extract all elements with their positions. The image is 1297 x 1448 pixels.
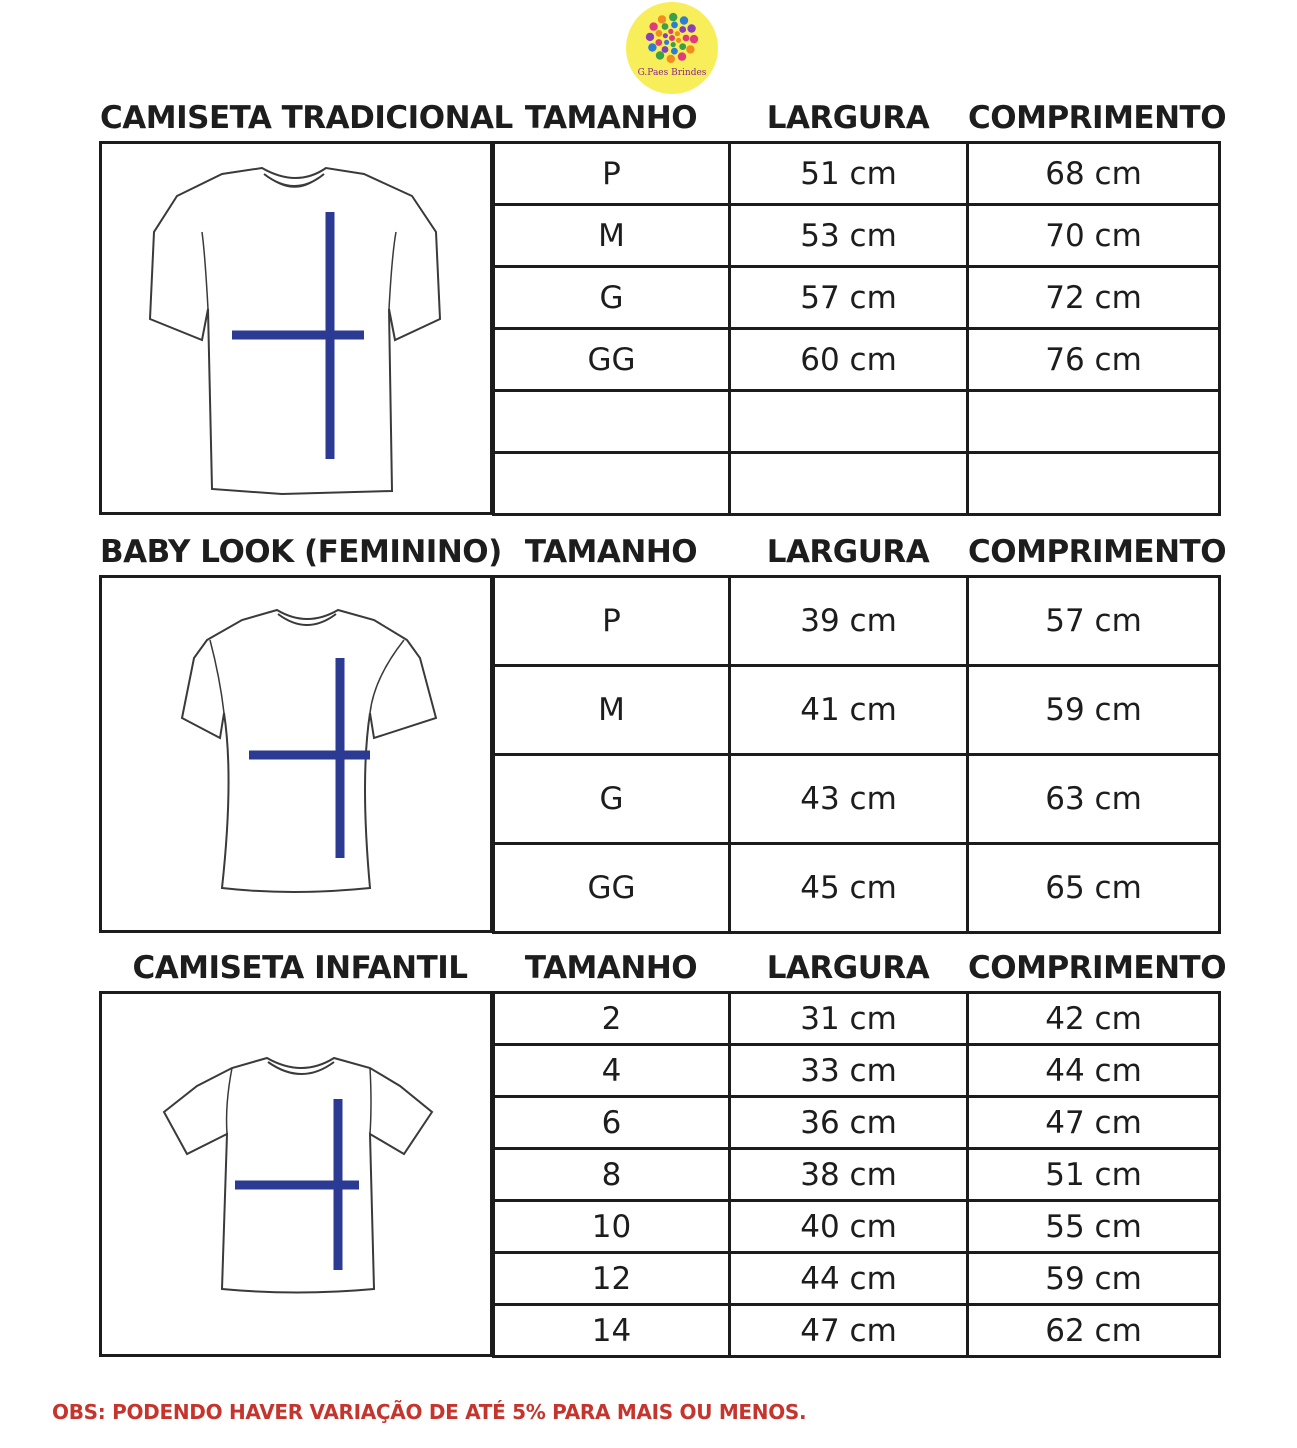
cell-width: 40 cm (730, 1201, 968, 1253)
cell-size: G (494, 267, 730, 329)
cell-width: 43 cm (730, 755, 968, 844)
cell-size: P (494, 143, 730, 205)
cell-length: 47 cm (968, 1097, 1220, 1149)
logo-dot (662, 23, 669, 30)
cell-width: 38 cm (730, 1149, 968, 1201)
cell-width: 39 cm (730, 577, 968, 666)
logo-dot (671, 42, 676, 47)
table-row (494, 1201, 1220, 1253)
babylook-measure-icon (102, 578, 490, 930)
cell-size (494, 453, 730, 515)
cell-length: 68 cm (968, 143, 1220, 205)
logo-dot (676, 38, 681, 43)
table-row (494, 329, 1220, 391)
cell-size: M (494, 666, 730, 755)
cell-size: 4 (494, 1045, 730, 1097)
table-row (494, 1305, 1220, 1357)
logo-dot (658, 15, 666, 23)
logo-dot (656, 30, 663, 37)
logo-dot (687, 24, 695, 32)
cell-length: 62 cm (968, 1305, 1220, 1357)
table-title: CAMISETA TRADICIONAL (100, 100, 513, 136)
tshirt-diagram-box (99, 141, 493, 515)
table-row (494, 391, 1220, 453)
cell-width: 45 cm (730, 844, 968, 933)
cell-width: 36 cm (730, 1097, 968, 1149)
babylook-diagram-box (99, 575, 493, 933)
cell-width: 33 cm (730, 1045, 968, 1097)
footnote-variation: OBS: PODENDO HAVER VARIAÇÃO DE ATÉ 5% PARA MAIS OU MENOS. (52, 1400, 807, 1424)
cell-size (494, 391, 730, 453)
logo-dot (671, 22, 678, 29)
logo-dot (690, 35, 698, 43)
cell-width: 41 cm (730, 666, 968, 755)
logo-dot (646, 33, 654, 41)
table-row (494, 205, 1220, 267)
size-table-tradicional (492, 141, 1221, 516)
cell-length (968, 453, 1220, 515)
table-row (494, 267, 1220, 329)
logo-dot (671, 48, 678, 55)
cell-width: 53 cm (730, 205, 968, 267)
table-row (494, 666, 1220, 755)
logo-dot (664, 40, 669, 45)
logo-dot (686, 45, 694, 53)
cell-width: 44 cm (730, 1253, 968, 1305)
cell-width: 60 cm (730, 329, 968, 391)
cell-width (730, 391, 968, 453)
table-row (494, 453, 1220, 515)
brand-logo (626, 2, 718, 94)
table-row (494, 755, 1220, 844)
col-header-length: COMPRIMENTO (968, 534, 1227, 570)
logo-brand-text: G.Paes Brindes (637, 68, 707, 78)
cell-length: 51 cm (968, 1149, 1220, 1201)
logo-dot (678, 52, 686, 60)
cell-length: 55 cm (968, 1201, 1220, 1253)
table-row (494, 1097, 1220, 1149)
table-row (494, 577, 1220, 666)
table-row (494, 993, 1220, 1045)
logo-dot (669, 13, 677, 21)
cell-size: M (494, 205, 730, 267)
cell-length: 59 cm (968, 666, 1220, 755)
cell-size: 10 (494, 1201, 730, 1253)
cell-width: 31 cm (730, 993, 968, 1045)
col-header-size: TAMANHO (524, 950, 698, 986)
cell-width: 57 cm (730, 267, 968, 329)
col-header-width: LARGURA (766, 100, 930, 136)
size-table-babylook (492, 575, 1221, 934)
cell-size: 14 (494, 1305, 730, 1357)
cell-length (968, 391, 1220, 453)
col-header-length: COMPRIMENTO (968, 100, 1227, 136)
logo-dot (667, 55, 675, 63)
logo-dot (679, 26, 686, 33)
logo-dot (680, 16, 688, 24)
logo-dot (649, 22, 657, 30)
logo-dot (668, 29, 673, 34)
cell-size: 6 (494, 1097, 730, 1149)
cell-length: 44 cm (968, 1045, 1220, 1097)
logo-dot (648, 43, 656, 51)
logo-dot (662, 46, 669, 53)
cell-size: 2 (494, 993, 730, 1045)
cell-width: 47 cm (730, 1305, 968, 1357)
table-row (494, 1253, 1220, 1305)
logo-dot (683, 35, 690, 42)
cell-size: 8 (494, 1149, 730, 1201)
col-header-width: LARGURA (766, 950, 930, 986)
table-title: BABY LOOK (FEMININO) (100, 534, 502, 570)
logo-dot (663, 33, 668, 38)
cell-size: GG (494, 844, 730, 933)
table-title: CAMISETA INFANTIL (132, 950, 468, 986)
logo-dot (679, 43, 686, 50)
col-header-length: COMPRIMENTO (968, 950, 1227, 986)
cell-size: G (494, 755, 730, 844)
tshirt-measure-icon (102, 144, 490, 512)
infantil-diagram-box (99, 991, 493, 1357)
logo-dots-icon (626, 2, 718, 94)
col-header-size: TAMANHO (524, 534, 698, 570)
logo-dot (675, 31, 680, 36)
cell-length: 72 cm (968, 267, 1220, 329)
cell-length: 70 cm (968, 205, 1220, 267)
infantil-measure-icon (102, 994, 490, 1354)
cell-size: P (494, 577, 730, 666)
table-row (494, 1045, 1220, 1097)
cell-length: 57 cm (968, 577, 1220, 666)
table-row (494, 1149, 1220, 1201)
col-header-width: LARGURA (766, 534, 930, 570)
cell-length: 76 cm (968, 329, 1220, 391)
logo-dot (655, 39, 662, 46)
cell-size: 12 (494, 1253, 730, 1305)
table-row (494, 844, 1220, 933)
col-header-size: TAMANHO (524, 100, 698, 136)
table-row (494, 143, 1220, 205)
cell-width: 51 cm (730, 143, 968, 205)
cell-length: 42 cm (968, 993, 1220, 1045)
size-table-infantil (492, 991, 1221, 1358)
cell-size: GG (494, 329, 730, 391)
cell-length: 65 cm (968, 844, 1220, 933)
cell-length: 59 cm (968, 1253, 1220, 1305)
cell-width (730, 453, 968, 515)
logo-dot (656, 51, 664, 59)
logo-dot (669, 35, 675, 41)
cell-length: 63 cm (968, 755, 1220, 844)
